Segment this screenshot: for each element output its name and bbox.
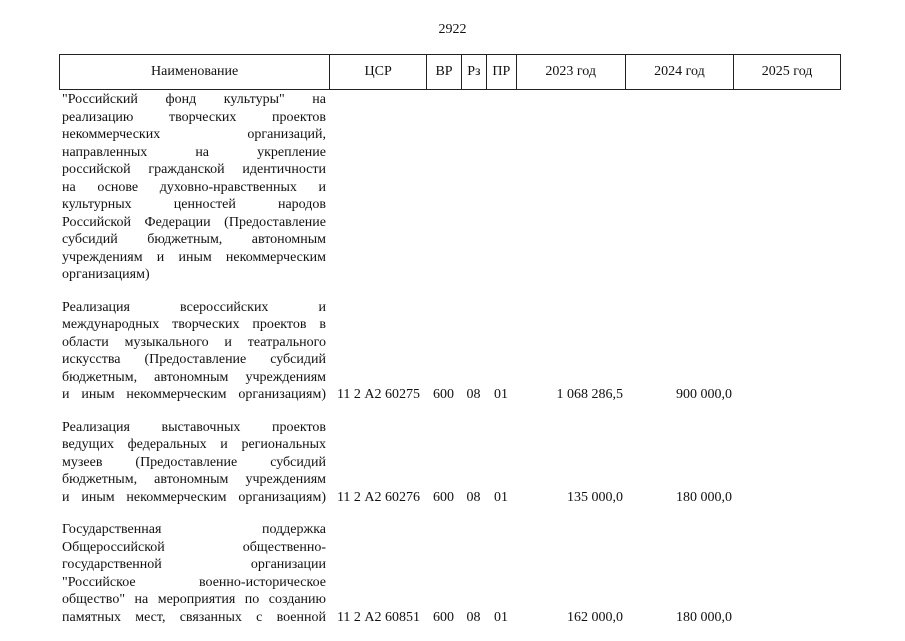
row-name (59, 419, 329, 507)
row-vr: 600 (433, 489, 454, 505)
row-name (59, 91, 329, 284)
row-name-line: реализацию творческих проектов (62, 109, 326, 125)
row-2024: 180 000,0 (676, 609, 732, 625)
table-row (59, 299, 841, 404)
row-rz: 08 (466, 387, 481, 402)
header-csr: ЦСР (329, 55, 426, 89)
row-pr: 01 (494, 489, 508, 505)
row-name-line: ведущих федеральных и региональных (62, 437, 326, 452)
row-pr: 01 (494, 387, 508, 402)
row-2024: 180 000,0 (676, 489, 732, 505)
row-name-line: области музыкального и театрального (62, 334, 326, 350)
header-pr: ПР (486, 55, 516, 89)
row-rz (461, 91, 486, 284)
row-name-line: российской гражданской идентичности (62, 162, 326, 177)
row-csr (329, 91, 426, 284)
row-name-line: Государственная поддержка (62, 522, 326, 537)
row-name-line: общество" на мероприятия по созданию (62, 592, 326, 607)
row-2025 (734, 299, 841, 404)
row-name (59, 521, 329, 626)
row-name-line: международных творческих проектов в (62, 317, 326, 332)
budget-table (59, 54, 841, 641)
row-name-line: культурных ценностей народов (62, 197, 326, 212)
row-name-line: памятных мест, связанных с военной (62, 609, 326, 625)
row-name-line: государственной организации (62, 557, 326, 572)
row-name-line: и иным некоммерческим организациям) (62, 387, 326, 402)
row-name-line: Реализация выставочных проектов (62, 419, 326, 435)
header-2024: 2024 год (625, 55, 734, 89)
row-name-line: на основе духовно-нравственных и (62, 179, 326, 195)
row-name-line: организациям) (62, 267, 150, 282)
table-body (59, 91, 841, 626)
header-2023: 2023 год (516, 55, 625, 89)
row-vr (426, 91, 461, 284)
row-rz: 08 (466, 609, 481, 625)
page-number: 2922 (438, 22, 467, 37)
row-pr: 01 (494, 609, 508, 625)
row-name-line: искусства (Предоставление субсидий (62, 352, 326, 367)
row-csr: 11 2 А2 60275 (336, 387, 421, 402)
header-vr: ВР (426, 55, 461, 89)
row-csr: 11 2 А2 60276 (336, 489, 421, 505)
row-csr: 11 2 А2 60851 (336, 609, 421, 625)
row-name-line: бюджетным, автономным учреждениям (62, 369, 326, 385)
row-name-line: Российской Федерации (Предоставление (62, 214, 326, 230)
row-2025 (734, 521, 841, 626)
header-2025: 2025 год (733, 55, 840, 89)
row-vr: 600 (433, 387, 454, 402)
row-name-line: Общероссийской общественно- (62, 539, 326, 555)
row-name-line: учреждениям и иным некоммерческим (62, 249, 326, 265)
row-2025 (734, 419, 841, 507)
row-rz: 08 (466, 489, 481, 505)
row-2023: 1 068 286,5 (556, 387, 623, 402)
header-rz: Рз (461, 55, 486, 89)
row-name-line: бюджетным, автономным учреждениям (62, 472, 326, 487)
row-2023 (516, 91, 625, 284)
table-row (59, 419, 841, 507)
row-name-line: некоммерческих организаций, (62, 127, 326, 142)
row-2024 (625, 91, 734, 284)
row-name (59, 299, 329, 404)
row-vr: 600 (433, 609, 454, 625)
table-row (59, 91, 841, 284)
row-name-line: "Российское военно-историческое (62, 574, 326, 590)
row-name-line: направленных на укрепление (62, 144, 326, 160)
row-pr (486, 91, 516, 284)
row-name-line: субсидий бюджетным, автономным (62, 232, 326, 247)
table-row (59, 521, 841, 626)
row-name-line: Реализация всероссийских и (62, 299, 326, 315)
row-name-line: музеев (Предоставление субсидий (62, 454, 326, 470)
row-2025 (734, 91, 841, 284)
header-name: Наименование (151, 64, 239, 79)
row-2023: 162 000,0 (567, 609, 623, 625)
row-name-line: "Российский фонд культуры" на (62, 92, 326, 107)
row-2024: 900 000,0 (676, 387, 732, 402)
table-header (59, 54, 841, 90)
row-name-line: и иным некоммерческим организациям) (62, 489, 326, 505)
row-2023: 135 000,0 (567, 489, 623, 505)
